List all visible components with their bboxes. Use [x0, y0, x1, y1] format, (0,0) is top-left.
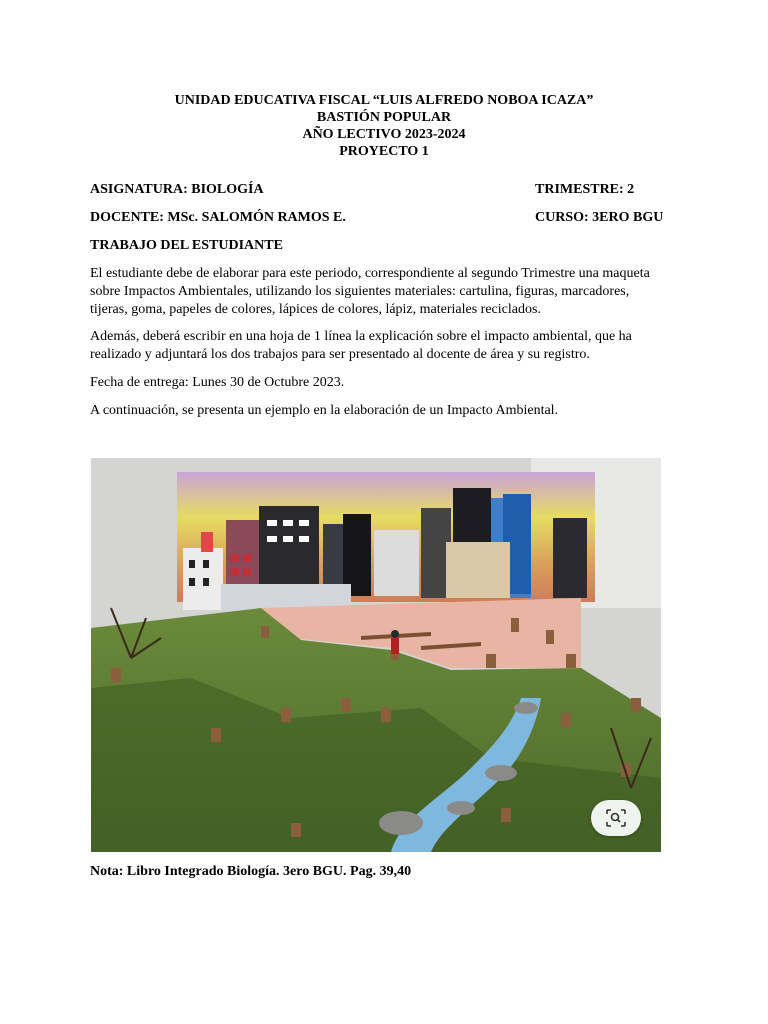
info-row-2 — [90, 210, 662, 226]
teacher-label: DOCENTE: MSc. SALOMÓN RAMOS E. — [90, 210, 346, 225]
school-year: AÑO LECTIVO 2023-2024 — [302, 127, 466, 142]
course-label: CURSO: 3ERO BGU — [535, 210, 664, 225]
diorama-illustration — [91, 458, 661, 852]
trimester-label: TRIMESTRE: 2 — [535, 182, 635, 197]
school-location: BASTIÓN POPULAR — [316, 110, 452, 125]
example-model-photo — [91, 458, 661, 852]
paragraph-due-date: Fecha de entrega: Lunes 30 de Octubre 2023. — [90, 375, 345, 390]
paragraph-example-intro: A continuación, se presenta un ejemplo en la elaboración de un Impacto Ambiental. — [90, 403, 559, 418]
school-name: UNIDAD EDUCATIVA FISCAL “LUIS ALFREDO NOBOA ICAZA” — [174, 93, 594, 108]
image-search-button[interactable] — [591, 800, 641, 836]
paragraph-instructions: El estudiante debe de elaborar para este periodo, correspondiente al segundo Trimestre una maqueta sobre Impactos Ambientales, utilizando los siguientes materiales: cartulina, figuras, marcadores, tijeras, goma, papeles de colores, lápices de colores, lápiz, materiales reciclados. — [90, 266, 650, 317]
paragraph-explanation: Además, deberá escribir en una hoja de 1 línea la explicación sobre el impacto ambiental, que ha realizado y adjuntará los dos trabajos para ser presentado al docente de área y su registro. — [90, 329, 632, 362]
project-title: PROYECTO 1 — [339, 144, 429, 159]
document-header — [0, 92, 768, 160]
section-title: TRABAJO DEL ESTUDIANTE — [90, 238, 283, 253]
info-row-1 — [90, 182, 662, 198]
source-note: Nota: Libro Integrado Biología. 3ero BGU. Pag. 39,40 — [90, 864, 412, 879]
image-search-icon — [605, 808, 627, 828]
subject-label: ASIGNATURA: BIOLOGÍA — [90, 182, 264, 197]
